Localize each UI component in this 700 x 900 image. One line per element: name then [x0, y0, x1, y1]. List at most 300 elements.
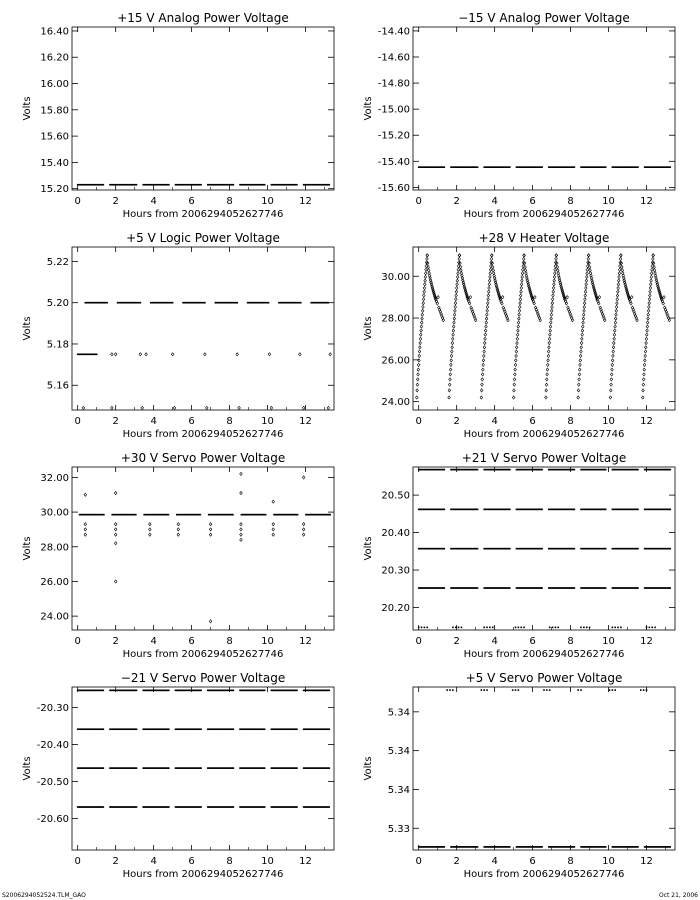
data-point: [296, 806, 298, 808]
data-point: [84, 533, 87, 536]
data-point: [209, 533, 212, 536]
data-point: [487, 294, 490, 297]
chart-panel-1: [22, 11, 334, 220]
data-point: [620, 254, 623, 257]
x-tick-label: 6: [188, 636, 195, 647]
data-point: [82, 406, 85, 409]
data-point: [586, 268, 589, 271]
data-point: [594, 292, 597, 295]
x-axis-label: Hours from 2006294052627746: [122, 429, 284, 440]
data-point: [518, 313, 521, 316]
data-point: [663, 296, 666, 299]
data-point: [423, 290, 426, 293]
data-marks: [418, 166, 671, 168]
data-point: [547, 359, 550, 362]
data-point: [482, 363, 485, 366]
data-point: [444, 509, 446, 511]
data-point: [610, 383, 613, 386]
data-point: [609, 689, 611, 691]
data-point: [518, 689, 520, 691]
data-point: [486, 309, 489, 312]
data-point: [454, 305, 457, 308]
data-point: [589, 269, 592, 272]
data-point: [581, 333, 584, 336]
data-point: [426, 254, 429, 257]
y-axis-label: Volts: [22, 96, 33, 121]
data-point: [669, 548, 671, 550]
x-tick-label: 6: [529, 196, 536, 207]
plot-frame: [413, 687, 675, 850]
data-point: [297, 514, 299, 516]
data-point: [485, 325, 488, 328]
y-axis-label: Volts: [363, 96, 374, 121]
x-axis-label: Hours from 2006294052627746: [463, 209, 625, 220]
data-point: [647, 313, 650, 316]
x-tick-label: 4: [491, 416, 498, 427]
chart-title: −21 V Servo Power Voltage: [120, 671, 286, 685]
data-point: [422, 305, 425, 308]
data-point: [449, 378, 452, 381]
data-point: [264, 184, 266, 186]
data-point: [456, 275, 459, 278]
data-point: [521, 272, 524, 275]
data-point: [517, 329, 520, 332]
data-point: [424, 272, 427, 275]
y-tick-label: 5.33: [387, 823, 410, 835]
data-point: [455, 286, 458, 289]
y-tick-label: 5.34: [387, 784, 410, 796]
data-point: [612, 354, 615, 357]
data-point: [416, 378, 419, 381]
data-point: [455, 298, 458, 301]
data-point: [114, 353, 117, 356]
data-point: [541, 587, 543, 589]
data-point: [204, 302, 206, 304]
y-tick-label: 20.20: [381, 603, 410, 615]
data-point: [302, 476, 305, 479]
data-point: [548, 337, 551, 340]
data-point: [580, 346, 583, 349]
data-point: [486, 313, 489, 316]
data-point: [168, 806, 170, 808]
data-point: [516, 333, 519, 336]
data-point: [651, 627, 653, 629]
data-point: [426, 254, 429, 257]
data-point: [546, 689, 548, 691]
data-point: [483, 354, 486, 357]
data-point: [425, 268, 428, 271]
y-axis-label: Volts: [22, 316, 33, 341]
data-point: [103, 184, 105, 186]
data-marks: [418, 689, 671, 847]
data-point: [550, 321, 553, 324]
data-point: [492, 269, 495, 272]
data-point: [437, 296, 440, 299]
data-point: [416, 389, 419, 392]
data-point: [450, 354, 453, 357]
data-point: [433, 292, 436, 295]
data-point: [487, 290, 490, 293]
data-point: [106, 302, 108, 304]
data-point: [168, 514, 170, 516]
data-point: [646, 627, 648, 629]
data-point: [580, 689, 582, 691]
data-point: [515, 350, 518, 353]
data-point: [548, 341, 551, 344]
data-point: [483, 350, 486, 353]
data-point: [490, 257, 493, 260]
data-point: [329, 353, 332, 356]
chart-title: +21 V Servo Power Voltage: [461, 451, 627, 465]
data-point: [637, 548, 639, 550]
data-point: [488, 283, 491, 286]
x-tick-label: 10: [602, 196, 615, 207]
data-point: [582, 313, 585, 316]
chart-title: −15 V Analog Power Voltage: [458, 11, 630, 25]
data-point: [455, 627, 457, 629]
data-point: [583, 302, 586, 305]
x-tick-label: 12: [299, 416, 312, 427]
x-axis-label: Hours from 2006294052627746: [463, 869, 625, 880]
data-point: [517, 321, 520, 324]
footer-date: Oct 21, 2006: [659, 892, 698, 899]
data-point: [484, 337, 487, 340]
data-point: [452, 329, 455, 332]
data-point: [136, 690, 138, 692]
data-point: [617, 279, 620, 282]
data-point: [171, 353, 174, 356]
data-point: [637, 166, 639, 168]
data-point: [450, 359, 453, 362]
data-point: [456, 279, 459, 282]
data-point: [612, 350, 615, 353]
y-tick-label: 5.16: [46, 380, 69, 392]
data-point: [461, 627, 463, 629]
x-tick-label: 8: [226, 856, 233, 867]
data-point: [484, 333, 487, 336]
data-point: [200, 767, 202, 769]
data-point: [543, 689, 545, 691]
data-point: [541, 846, 543, 848]
data-point: [644, 346, 647, 349]
data-point: [480, 396, 483, 399]
data-point: [584, 294, 587, 297]
data-point: [552, 294, 555, 297]
data-point: [469, 296, 472, 299]
data-point: [111, 406, 114, 409]
x-tick-label: 10: [602, 856, 615, 867]
y-tick-label: 5.22: [46, 256, 69, 268]
x-tick-label: 6: [188, 416, 195, 427]
x-tick-label: 12: [640, 636, 653, 647]
data-point: [646, 325, 649, 328]
data-point: [455, 290, 458, 293]
data-point: [420, 321, 423, 324]
data-point: [612, 627, 614, 629]
data-point: [489, 268, 492, 271]
y-tick-label: -14.80: [377, 78, 410, 90]
data-point: [520, 286, 523, 289]
data-point: [136, 184, 138, 186]
data-point: [615, 313, 618, 316]
data-point: [552, 627, 554, 629]
data-point: [233, 728, 235, 730]
data-point: [669, 166, 671, 168]
data-point: [114, 491, 117, 494]
data-point: [418, 627, 420, 629]
data-point: [482, 368, 485, 371]
data-point: [136, 806, 138, 808]
data-point: [327, 406, 330, 409]
data-point: [465, 292, 468, 295]
data-point: [302, 406, 305, 409]
x-tick-label: 0: [415, 196, 422, 207]
data-point: [509, 548, 511, 550]
x-tick-label: 8: [226, 416, 233, 427]
data-point: [514, 373, 517, 376]
data-point: [585, 279, 588, 282]
data-point: [417, 373, 420, 376]
data-point: [233, 690, 235, 692]
x-tick-label: 2: [112, 196, 119, 207]
y-tick-label: 16.20: [40, 52, 69, 64]
data-point: [172, 302, 174, 304]
x-tick-label: 2: [453, 636, 460, 647]
data-point: [114, 542, 117, 545]
data-point: [648, 294, 651, 297]
data-point: [598, 296, 601, 299]
data-point: [579, 363, 582, 366]
data-point: [646, 329, 649, 332]
plot-frame: [72, 467, 334, 630]
data-point: [497, 292, 500, 295]
data-point: [136, 767, 138, 769]
data-point: [614, 317, 617, 320]
data-point: [644, 354, 647, 357]
data-point: [529, 292, 532, 295]
data-point: [541, 548, 543, 550]
data-point: [574, 166, 576, 168]
y-tick-label: 5.34: [387, 746, 410, 758]
data-point: [270, 406, 273, 409]
data-point: [617, 283, 620, 286]
x-tick-label: 8: [567, 196, 574, 207]
data-point: [545, 383, 548, 386]
data-point: [605, 509, 607, 511]
data-point: [582, 321, 585, 324]
data-point: [302, 533, 305, 536]
data-point: [509, 846, 511, 848]
data-point: [659, 292, 662, 295]
data-point: [580, 341, 583, 344]
y-tick-label: 30.00: [381, 271, 410, 283]
data-point: [328, 184, 330, 186]
y-tick-label: 15.40: [40, 157, 69, 169]
data-point: [616, 298, 619, 301]
data-point: [477, 587, 479, 589]
x-tick-label: 2: [453, 856, 460, 867]
data-point: [448, 383, 451, 386]
data-point: [209, 620, 212, 623]
data-point: [518, 305, 521, 308]
data-point: [296, 767, 298, 769]
data-point: [648, 305, 651, 308]
data-point: [483, 689, 485, 691]
data-point: [453, 317, 456, 320]
data-point: [111, 353, 114, 356]
chart-title: +5 V Servo Power Voltage: [465, 671, 623, 685]
chart-title: +5 V Logic Power Voltage: [126, 231, 280, 245]
data-point: [417, 363, 420, 366]
data-point: [424, 627, 426, 629]
data-point: [509, 509, 511, 511]
data-point: [84, 493, 87, 496]
data-point: [423, 286, 426, 289]
data-marks: [77, 302, 332, 410]
data-point: [236, 302, 238, 304]
data-point: [268, 353, 271, 356]
data-point: [613, 333, 616, 336]
x-tick-label: 10: [602, 636, 615, 647]
data-point: [448, 389, 451, 392]
data-point: [551, 302, 554, 305]
data-point: [630, 296, 633, 299]
data-point: [486, 302, 489, 305]
data-point: [417, 368, 420, 371]
data-point: [579, 354, 582, 357]
x-tick-label: 2: [453, 196, 460, 207]
data-point: [618, 272, 621, 275]
data-point: [550, 313, 553, 316]
data-point: [209, 523, 212, 526]
data-point: [646, 321, 649, 324]
data-point: [490, 254, 493, 257]
y-tick-label: 15.20: [40, 184, 69, 196]
data-point: [523, 254, 526, 257]
data-point: [240, 533, 243, 536]
data-point: [451, 337, 454, 340]
data-point: [546, 373, 549, 376]
data-point: [481, 383, 484, 386]
data-point: [649, 283, 652, 286]
data-point: [577, 396, 580, 399]
data-point: [554, 272, 557, 275]
data-point: [551, 298, 554, 301]
data-marks: [415, 254, 670, 399]
data-point: [509, 587, 511, 589]
data-point: [585, 283, 588, 286]
data-point: [615, 309, 618, 312]
data-point: [515, 627, 517, 629]
data-point: [512, 689, 514, 691]
y-tick-label: -15.60: [377, 182, 410, 194]
data-point: [522, 257, 525, 260]
y-axis-label: Volts: [363, 316, 374, 341]
x-tick-label: 0: [415, 416, 422, 427]
y-tick-label: 16.00: [40, 79, 69, 91]
data-point: [296, 728, 298, 730]
data-point: [620, 627, 622, 629]
data-point: [581, 329, 584, 332]
data-point: [519, 302, 522, 305]
data-point: [640, 689, 642, 691]
data-point: [669, 587, 671, 589]
data-point: [644, 350, 647, 353]
data-point: [302, 523, 305, 526]
data-point: [452, 627, 454, 629]
data-point: [612, 346, 615, 349]
data-point: [477, 166, 479, 168]
data-point: [238, 406, 241, 409]
y-tick-label: -14.60: [377, 52, 410, 64]
y-axis-label: Volts: [22, 756, 33, 781]
data-point: [264, 728, 266, 730]
x-tick-label: 6: [529, 636, 536, 647]
data-point: [418, 354, 421, 357]
data-point: [135, 514, 137, 516]
data-point: [605, 587, 607, 589]
data-point: [416, 383, 419, 386]
data-point: [589, 627, 591, 629]
data-point: [264, 690, 266, 692]
data-point: [546, 363, 549, 366]
data-point: [145, 353, 148, 356]
data-point: [173, 406, 176, 409]
data-point: [587, 254, 590, 257]
data-point: [669, 509, 671, 511]
y-tick-label: 26.00: [381, 355, 410, 367]
data-point: [103, 767, 105, 769]
data-point: [549, 325, 552, 328]
data-point: [426, 257, 429, 260]
data-point: [268, 302, 270, 304]
data-point: [637, 469, 639, 471]
data-point: [426, 627, 428, 629]
data-point: [577, 383, 580, 386]
y-tick-label: -20.50: [36, 776, 69, 788]
data-point: [484, 329, 487, 332]
data-point: [453, 321, 456, 324]
x-tick-label: 6: [529, 856, 536, 867]
data-point: [651, 268, 654, 271]
data-point: [477, 509, 479, 511]
data-point: [240, 491, 243, 494]
y-tick-label: 28.00: [40, 542, 69, 554]
data-point: [618, 268, 621, 271]
data-point: [518, 309, 521, 312]
data-point: [520, 283, 523, 286]
data-point: [200, 184, 202, 186]
x-tick-label: 8: [226, 636, 233, 647]
y-tick-label: 20.30: [381, 565, 410, 577]
x-axis-label: Hours from 2006294052627746: [122, 869, 284, 880]
data-point: [452, 325, 455, 328]
data-point: [300, 302, 302, 304]
data-point: [454, 302, 457, 305]
data-point: [637, 509, 639, 511]
y-tick-label: -20.60: [36, 814, 69, 826]
chart-panel-3: [22, 231, 334, 440]
data-point: [605, 846, 607, 848]
data-marks: [77, 690, 330, 808]
data-point: [577, 689, 579, 691]
data-point: [328, 690, 330, 692]
data-point: [649, 290, 652, 293]
data-point: [584, 290, 587, 293]
data-point: [236, 353, 239, 356]
x-tick-label: 8: [226, 196, 233, 207]
y-tick-label: 20.50: [381, 490, 410, 502]
